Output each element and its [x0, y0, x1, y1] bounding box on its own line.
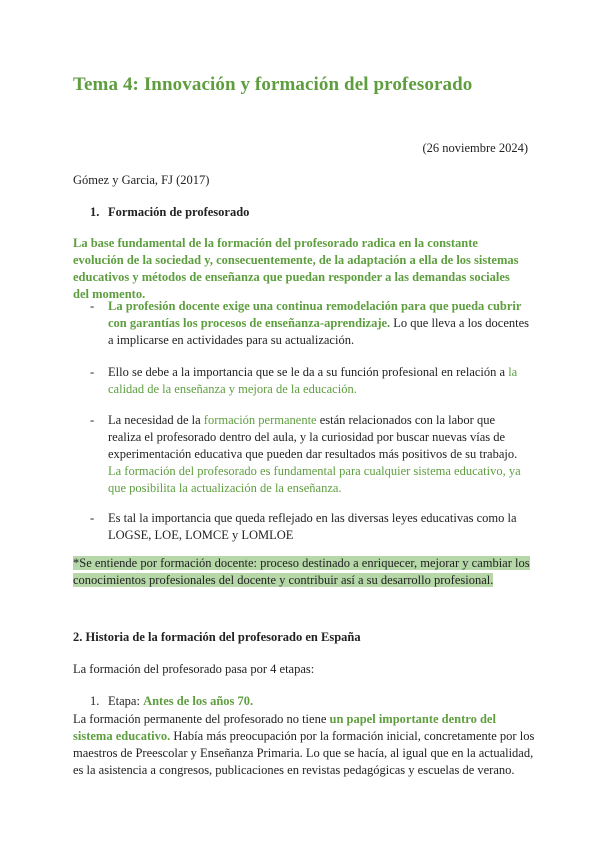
section-1-heading	[90, 205, 249, 220]
author-citation: Gómez y Garcia, FJ (2017)	[73, 173, 210, 187]
historia-plain: La formación permanente del profesorado no tiene	[73, 712, 330, 726]
bullet-plain: Ello se debe a la importancia que se le da a su función profesional en relación a	[108, 365, 509, 379]
page-title: Tema 4: Innovación y formación del profesorado	[73, 74, 473, 95]
bullet-highlight: La formación del profesorado es fundamental para cualquier sistema educativo, ya que posibilita la actualización de la enseñanza.	[108, 464, 521, 495]
bullet-plain: están relacionados con la labor que realiza el profesorado dentro del aula, y la curiosidad por buscar nuevas vías de experimentación educativa que pueden dar resultados más positivos de su trabajo.	[108, 413, 518, 461]
etapas-intro: La formación del profesorado pasa por 4 etapas:	[73, 662, 315, 676]
historia-plain: Había más preocupación por la formación inicial, concretamente por los maestros de Preescolar y Enseñanza Primaria. Lo que se hacía, al igual que en la actualidad, es la asistencia a congresos, publicaciones en revistas pedagógicas y escuelas de verano.	[73, 729, 535, 777]
section-1-title: Formación de profesorado	[108, 205, 250, 219]
bullet-item	[90, 298, 530, 349]
bullet-text	[108, 298, 530, 349]
date: (26 noviembre 2024)	[422, 141, 528, 155]
etapa-1-label: Etapa:	[108, 694, 144, 708]
bullet-dash: -	[90, 299, 95, 313]
bullet-highlight: La profesión docente exige una continua remodelación para que pueda cubrir con garantías los procesos de enseñanza-aprendizaje.	[108, 299, 522, 330]
section-1-number: 1.	[90, 205, 100, 219]
bullet-dash: -	[90, 511, 95, 525]
bullet-highlight: formación permanente	[203, 413, 317, 427]
section-2-heading: 2. Historia de la formación del profesorado en España	[73, 630, 361, 644]
definition-note	[73, 555, 533, 589]
bullet-text	[108, 510, 530, 544]
bullet-item	[90, 510, 530, 544]
historia-highlight: un papel importante dentro del sistema educativo.	[73, 712, 496, 743]
bullet-dash: -	[90, 365, 95, 379]
bullet-dash: -	[90, 413, 95, 427]
etapa-1-number: 1.	[90, 694, 100, 708]
bullet-item	[90, 412, 530, 497]
historia-paragraph	[73, 711, 535, 779]
etapa-1-value: Antes de los años 70.	[143, 694, 254, 708]
bullet-highlight: la calidad de la enseñanza y mejora de la educación.	[108, 365, 518, 396]
bullet-plain: Es tal la importancia que queda reflejado en las diversas leyes educativas como la LOGSE, LOE, LOMCE y LOMLOE	[108, 511, 517, 542]
intro-paragraph: La base fundamental de la formación del profesorado radica en la constante evolución de la sociedad y, consecuentemente, de la adaptación a ella de los sistemas educativos y métodos de enseñanza que puedan responder a las demandas sociales del momento.	[73, 236, 519, 301]
bullet-plain: Lo que lleva a los docentes a implicarse en actividades para su actualización.	[108, 316, 530, 347]
bullet-plain: La necesidad de la	[108, 413, 204, 427]
etapa-1-item	[90, 694, 253, 709]
bullet-item	[90, 364, 530, 398]
note-highlight: *Se entiende por formación docente: proceso destinado a enriquecer, mejorar y cambiar los conocimientos profesionales del docente y contribuir así a su desarrollo profesional.	[73, 556, 530, 587]
bullet-text	[108, 364, 530, 398]
bullet-text	[108, 412, 530, 497]
